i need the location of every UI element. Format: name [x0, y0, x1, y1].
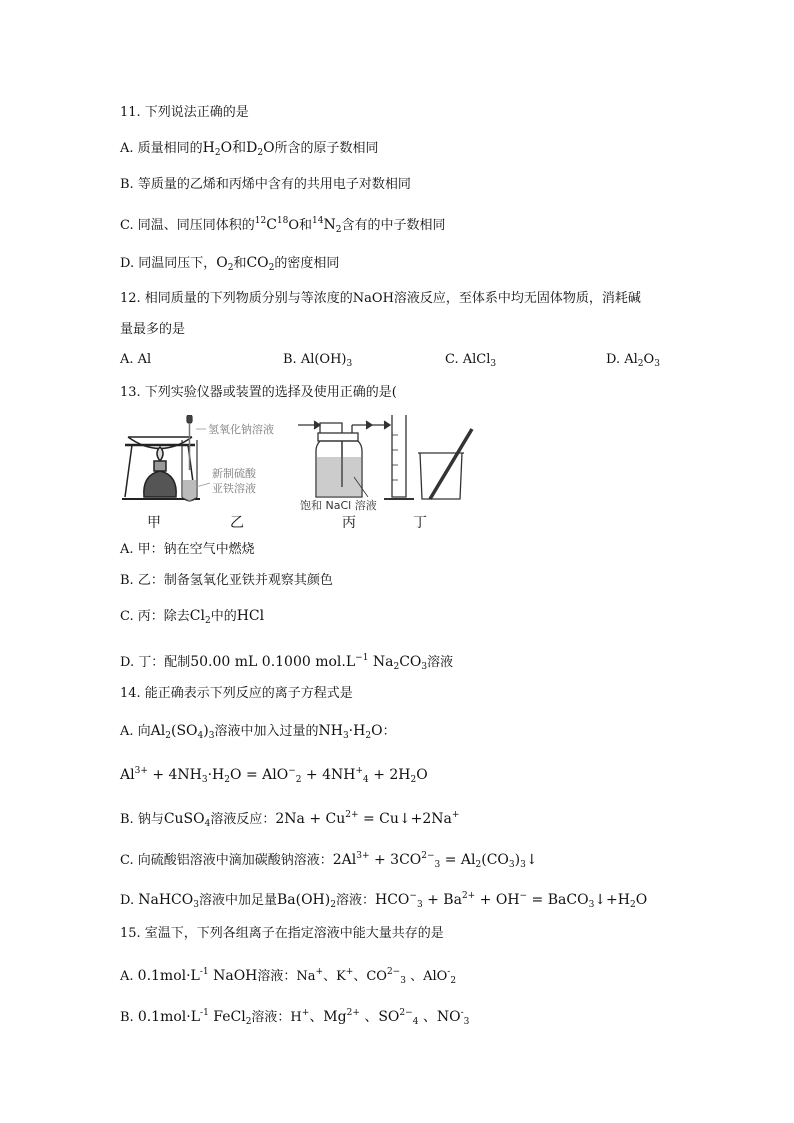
- label-naoh: 氢氧化钠溶液: [208, 423, 274, 436]
- q12-option-c: C. AlCl$_3$: [445, 352, 497, 369]
- apparatus-bing: [298, 421, 372, 497]
- label-jia: 甲: [147, 515, 161, 531]
- q14-title: 14. 能正确表示下列反应的离子方程式是: [120, 686, 353, 701]
- q13-option-d: D. 丁：配制50.00 mL 0.1000 $mol.L^{-1}$ $Na_2CO_3$溶液: [120, 653, 454, 672]
- q13-option-b: B. 乙：制备氢氧化亚铁并观察其颜色: [120, 573, 333, 588]
- q12-option-d: D. $Al_2O_3$: [606, 352, 660, 369]
- label-yi: 乙: [230, 515, 244, 531]
- q14-option-b: B. 钠与CuSO$_4$溶液反应：$2Na + Cu^{2+}$ = Cu↓+2Na+: [120, 810, 460, 829]
- q12-line1: 12. 相同质量的下列物质分别与等浓度的NaOH溶液反应，至体系中均无固体物质，消耗碱: [120, 291, 641, 306]
- q14-option-d: D. NaHCO$_3$溶液中加足量$Ba(OH)_2$溶液：$HCO^-_3 + Ba^{2+} + OH^-$ = $BaCO_3↓+H_2O$: [120, 891, 648, 910]
- q14-option-a: A. 向$Al_2(SO_4)_3$溶液中加入过量的$NH_3\cdot H_2O$：: [120, 723, 396, 741]
- label-feso4-line1: 新制硫酸: [212, 467, 256, 480]
- label-nacl: 饱和 NaCl 溶液: [300, 499, 377, 512]
- apparatus-cylinder: [368, 415, 414, 499]
- q15-title: 15. 室温下，下列各组离子在指定溶液中能大量共存的是: [120, 926, 444, 941]
- q13-apparatus-figure: [120, 415, 500, 535]
- q11-option-d: D. 同温同压下，$O_2$和$CO_2$的密度相同: [120, 255, 340, 273]
- label-ding: 丁: [413, 515, 427, 531]
- q13-option-a: A. 甲：钠在空气中燃烧: [120, 542, 255, 557]
- q14-equation-a: $Al^{3+} + 4NH_3\cdot H_2O = AlO^-_2 + 4NH^+_4 + 2H_2O$: [120, 766, 428, 785]
- q11-option-c: C. 同温、同压同体积的$^{12}C^{18}O$和$^{14}N_2$含有的中子数相同: [120, 216, 446, 235]
- q11-option-b: B. 等质量的乙烯和丙烯中含有的共用电子对数相同: [120, 177, 411, 192]
- q13-option-c: C. 丙：除去$Cl_2$中的HCl: [120, 608, 265, 626]
- label-feso4-line2: 亚铁溶液: [212, 482, 256, 495]
- q15-option-a: A. $0.1mol\cdot L^{-1}$ NaOH溶液：Na+、K+、$CO^{2-}_3$ 、AlO-$_2$: [120, 967, 457, 986]
- q11-title: 11. 下列说法正确的是: [120, 105, 249, 120]
- apparatus-ding: [418, 429, 472, 499]
- apparatus-yi: [182, 415, 197, 501]
- q13-title: 13. 下列实验仪器或装置的选择及使用正确的是(: [120, 385, 397, 400]
- q14-option-c: C. 向硫酸铝溶液中滴加碳酸钠溶液：$2Al^{3+} + 3CO^{2-}_3$ = $Al_2(CO_3)_3↓$: [120, 851, 538, 870]
- q11-option-a: A. 质量相同的$H_2O$和$D_2O$所含的原子数相同: [120, 140, 379, 158]
- label-bing: 丙: [342, 515, 356, 531]
- q12-option-a: A. Al: [120, 352, 152, 367]
- q12-line2: 量最多的是: [120, 322, 186, 337]
- q12-option-b: B. $Al(OH)_3$: [283, 352, 353, 369]
- q15-option-b: B. $0.1mol\cdot L^{-1}$ FeCl$_2$溶液：H+、$Mg^{2+}$ 、$SO^{2-}_4$ 、$NO^-_3$: [120, 1008, 470, 1027]
